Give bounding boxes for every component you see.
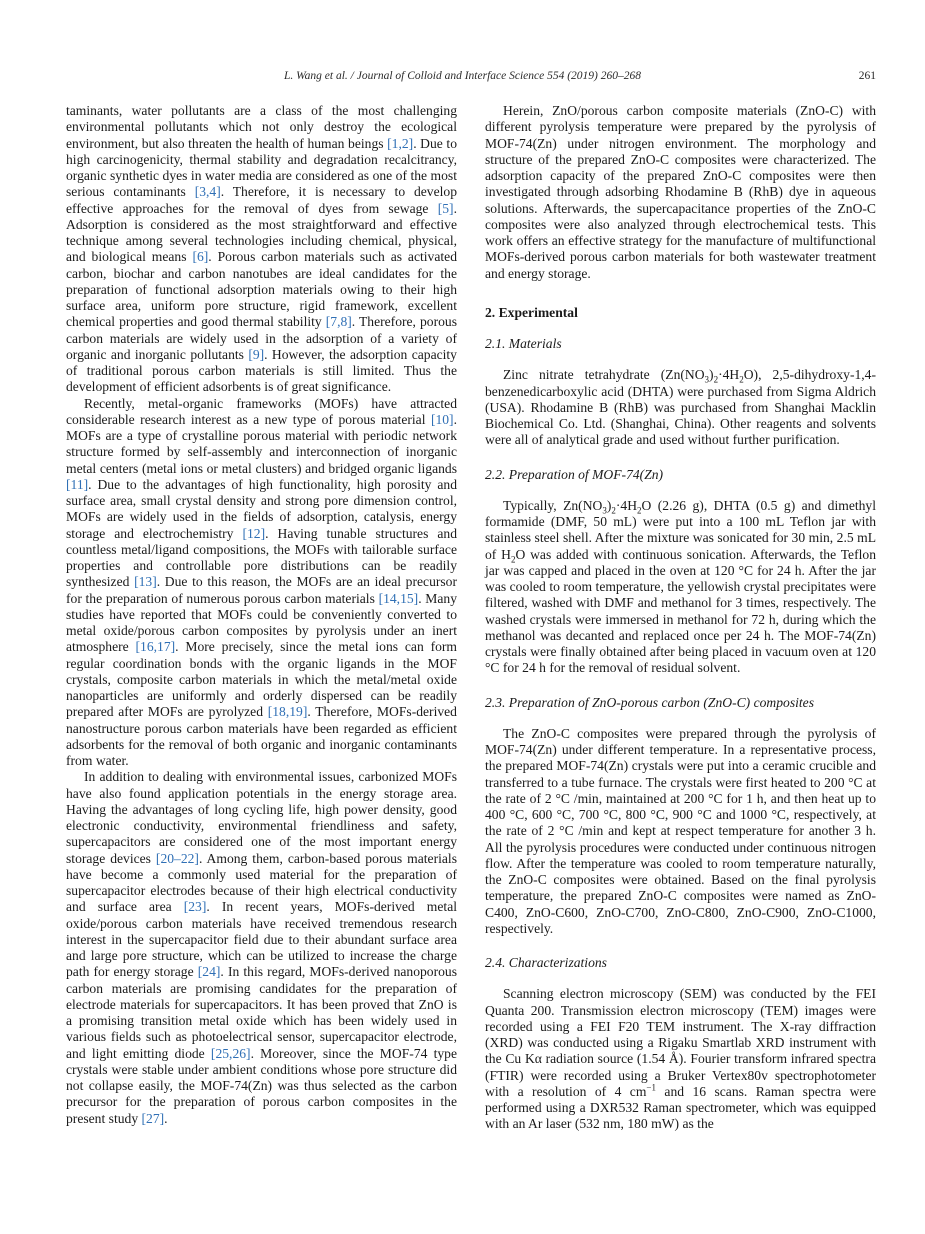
citation-link[interactable]: [13] <box>134 574 157 590</box>
subsection-heading-mof-prep: 2.2. Preparation of MOF-74(Zn) <box>485 466 664 482</box>
intro-paragraph-4: Herein, ZnO/porous carbon composite materials (ZnO-C) with different pyrolysis temperature were prepared by the pyrolysis of MOF-74(Zn) under nitrogen environment. The morphology and structure of the prepared ZnO-C composites were characterized. The adsorption capacity of the prepared ZnO-C composites were then investigated through adsorbing Rhodamine B (RhB) dye in aqueous solutions. Afterwards, the supercapacitance properties of the ZnO-C composites were also analyzed through electrochemical tests. This work offers an effective strategy for the manufacture of multifunctional MOFs-derived porous carbon materials for both wastewater treatment and energy storage. <box>485 103 876 281</box>
subscript: 2 <box>713 374 719 385</box>
citation-link[interactable]: [25,26] <box>210 1045 251 1061</box>
subsection-heading-composite-prep: 2.3. Preparation of ZnO-porous carbon (ZnO-C) composites <box>485 694 815 710</box>
citation-link[interactable]: [10] <box>430 411 454 427</box>
citation-link[interactable]: [3,4] <box>194 184 221 200</box>
subscript: 2 <box>739 374 744 385</box>
citation-link[interactable]: [6] <box>192 249 209 265</box>
running-title: L. Wang et al. / Journal of Colloid and Interface Science 554 (2019) 260–268 <box>284 70 641 82</box>
intro-paragraph-3: In addition to dealing with environmental issues, carbonized MOFs have also found application potentials in the energy storage area. Having the advantages of long cycling life, high power density, good electronic conductivity, environmental friendliness and safety, supercapacitors are considered one of the most important energy storage devices [20–22]. Among them, carbon-based porous materials have become a commonly used material for the preparation of supercapacitor electrodes because of their high electrical conductivity and surface area [23]. In recent years, MOFs-derived metal oxide/porous carbon materials have received tremendous research interest in the supercapacitor field due to their abundant surface area and large pore structure, which can be utilized to increase the charge path for energy storage [24]. In this regard, MOFs-derived nanoporous carbon materials are promising candidates for the preparation of electrode materials for supercapacitors. It has been proved that ZnO is a promising transition metal oxide which has been widely used in various fields such as photoelectrical sensor, supercapacitor electrode, and light emitting diode [25,26]. Moreover, since the MOF-74 type crystals were stable under ambient conditions whose pore structure did not collapse easily, the MOF-74(Zn) was thus selected as the carbon precursor for the preparation of porous carbon composites in the present study [27]. <box>66 769 458 1126</box>
mof-prep-paragraph: Typically, $Zn(NO_3)_2\cdot 4H_2O$ (2.26 g), DHTA (0.5 g) and dimethyl formamide (DMF, 50 mL) were put into a 100 mL Teflon jar with stainless steel shell. After the mixture was sonicated for 30 min, 2.5 mL of $H_2O$ was added with continuous sonication. Afterwards, the Teflon jar was capped and placed in the oven at 120 °C for 24 h. After the jar was cooled to room temperature, the yellowish crystal precipitates were filtered, washed with DMF and methanol for 3 times, respectively. The washed crystals were immersed in methanol for 72 h, during which the methanol was decanted and replaced once per 24 h. The MOF-74(Zn) crystals were finally obtained after being placed in vacuum oven at 120 °C for 24 h for the removal of residual solvent. <box>485 497 876 676</box>
subsection-heading-materials: 2.1. Materials <box>485 336 562 351</box>
citation-link[interactable]: [5] <box>437 200 454 216</box>
composite-prep-paragraph: The ZnO-C composites were prepared through the pyrolysis of MOF-74(Zn) under different temperature. In a representative process, the prepared MOF-74(Zn) crystals were put into a ceramic crucible and transferred to a tube furnace. The crystals were first heated to 200 °C at the rate of 2 °C /min, maintained at 200 °C for 1 h, and then heat up to 400 °C, 600 °C, 700 °C, 800 °C, 900 °C and 1000 °C, respectively, at the rate of 2 °C /min and kept at respect temperature for another 3 h. All the pyrolysis procedures were conducted under continuous nitrogen flow. After the temperature was cooled to room temperature naturally, the ZnO-C composites were obtained. Based on the final pyrolysis temperature, the prepared ZnO-C composites were named as ZnO-C400, ZnO-C600, ZnO-C700, ZnO-C800, ZnO-C900, ZnO-C1000, respectively. <box>485 725 876 936</box>
citation-link[interactable]: [11] <box>66 476 89 492</box>
subscript: 2 <box>611 505 616 516</box>
intro-paragraph-1: taminants, water pollutants are a class of the most challenging environmental pollutants which not only destroy the ecological environment, but also threaten the health of human beings [1,2]. Due to high carcinogenicity, thermal stability and degradation recalcitrancy, organic synthetic dyes in water media are considered as one of the most serious contaminants [3,4]. Therefore, it is necessary to develop effective approaches for the removal of dyes from sewage [5]. Adsorption is considered as the most straightforward and effective technique among several technologies including chemical, physical, and biological means [6]. Porous carbon materials such as activated carbon, biochar and carbon nanotubes are ideal candidates for the preparation of functional adsorption materials owing to their high surface area, uniform pore structure, rigid framework, excellent chemical properties and good thermal stability [7,8]. Therefore, porous carbon materials are widely used in the adsorption of a variety of organic and inorganic pollutants [9]. However, the adsorption capacity of traditional porous carbon materials is still limited. Thus the development of efficient adsorbents is of great significance. <box>66 103 457 395</box>
citation-link[interactable]: [23] <box>183 899 207 915</box>
citation-link[interactable]: [12] <box>242 525 266 541</box>
section-heading-experimental: 2. Experimental <box>485 304 578 320</box>
right-column <box>485 103 876 1133</box>
intro-paragraph-2: Recently, metal-organic frameworks (MOFs) have attracted considerable research interest as a new type of porous material [10]. MOFs are a type of crystalline porous material with periodic network structure formed by self-assembly and interconnection of inorganic metal centers (metal ions or metal clusters) and bridged organic ligands [11]. Due to the advantages of high functionality, high porosity and surface area, small crystal density and strong pore dimension control, MOFs are widely used in the fields of adsorption, catalysis, energy storage and electrochemistry [12]. Having tunable structures and countless metal/ligand compositions, the MOFs with tailorable surface properties and controllable pore distributions can be readily synthesized [13]. Due to this reason, the MOFs are an ideal precursor for the preparation of numerous porous carbon materials [14,15]. Many studies have reported that MOFs could be conveniently converted to metal oxide/porous carbon composites by pyrolysis under an inert atmosphere [16,17]. More precisely, since the metal ions can form regular coordination bonds with the organic ligands in the MOF crystals, composite carbon materials in which the metal/metal oxide nanoparticles are uniformly and orderly dispersed can be readily prepared after MOFs are pyrolyzed [18,19]. Therefore, MOFs-derived nanostructure porous carbon materials have been regarded as efficient adsorbents for the removal of both organic and inorganic contaminants from water. <box>66 395 458 768</box>
subscript: 3 <box>602 505 607 516</box>
subscript: 2 <box>637 505 642 516</box>
superscript: −1 <box>646 1082 656 1093</box>
subscript: 3 <box>704 374 710 385</box>
citation-link[interactable]: [24] <box>197 964 221 980</box>
page-header <box>0 70 925 88</box>
left-column <box>66 103 457 1127</box>
citation-link[interactable]: [27] <box>141 1110 165 1126</box>
citation-link[interactable]: [9] <box>248 346 265 362</box>
citation-link[interactable]: [14,15] <box>378 590 419 606</box>
subsection-heading-characterizations: 2.4. Characterizations <box>485 955 607 970</box>
subscript: 2 <box>510 554 516 565</box>
citation-link[interactable]: [20–22] <box>155 850 199 866</box>
citation-link[interactable]: [7,8] <box>325 314 352 330</box>
citation-link[interactable]: [18,19] <box>267 704 308 720</box>
materials-paragraph: Zinc nitrate tetrahydrate $(Zn(NO_3)_2\cdot 4H_2O)$, 2,5-dihydroxy-1,4-benzenedicarboxylic acid (DHTA) were purchased from Sigma Aldrich (USA). Rhodamine B (RhB) was purchased from Shanghai Macklin Biochemical Co. Ltd. (Shanghai, China). Other reagents and solvents were all of analytical grade and used without further purification. <box>485 367 876 448</box>
page-number: 261 <box>858 70 876 82</box>
citation-link[interactable]: [16,17] <box>135 639 176 655</box>
characterizations-paragraph: Scanning electron microscopy (SEM) was conducted by the FEI Quanta 200. Transmission electron microscopy (TEM) images were recorded using a FEI F20 TEM instrument. The X-ray diffraction (XRD) was conducted using a Rigaku Smartlab XRD instrument with the Cu Kα radiation source (1.54 Å). Fourier transform infrared spectra (FTIR) were recorded using a Bruker Vertex80v spectrophotometer with a resolution of 4 $cm^{-1}$ and 16 scans. Raman spectra were performed using a DXR532 Raman spectrometer, which was equipped with an Ar laser (532 nm, 180 mW) as the <box>485 986 876 1132</box>
citation-link[interactable]: [1,2] <box>387 135 414 151</box>
